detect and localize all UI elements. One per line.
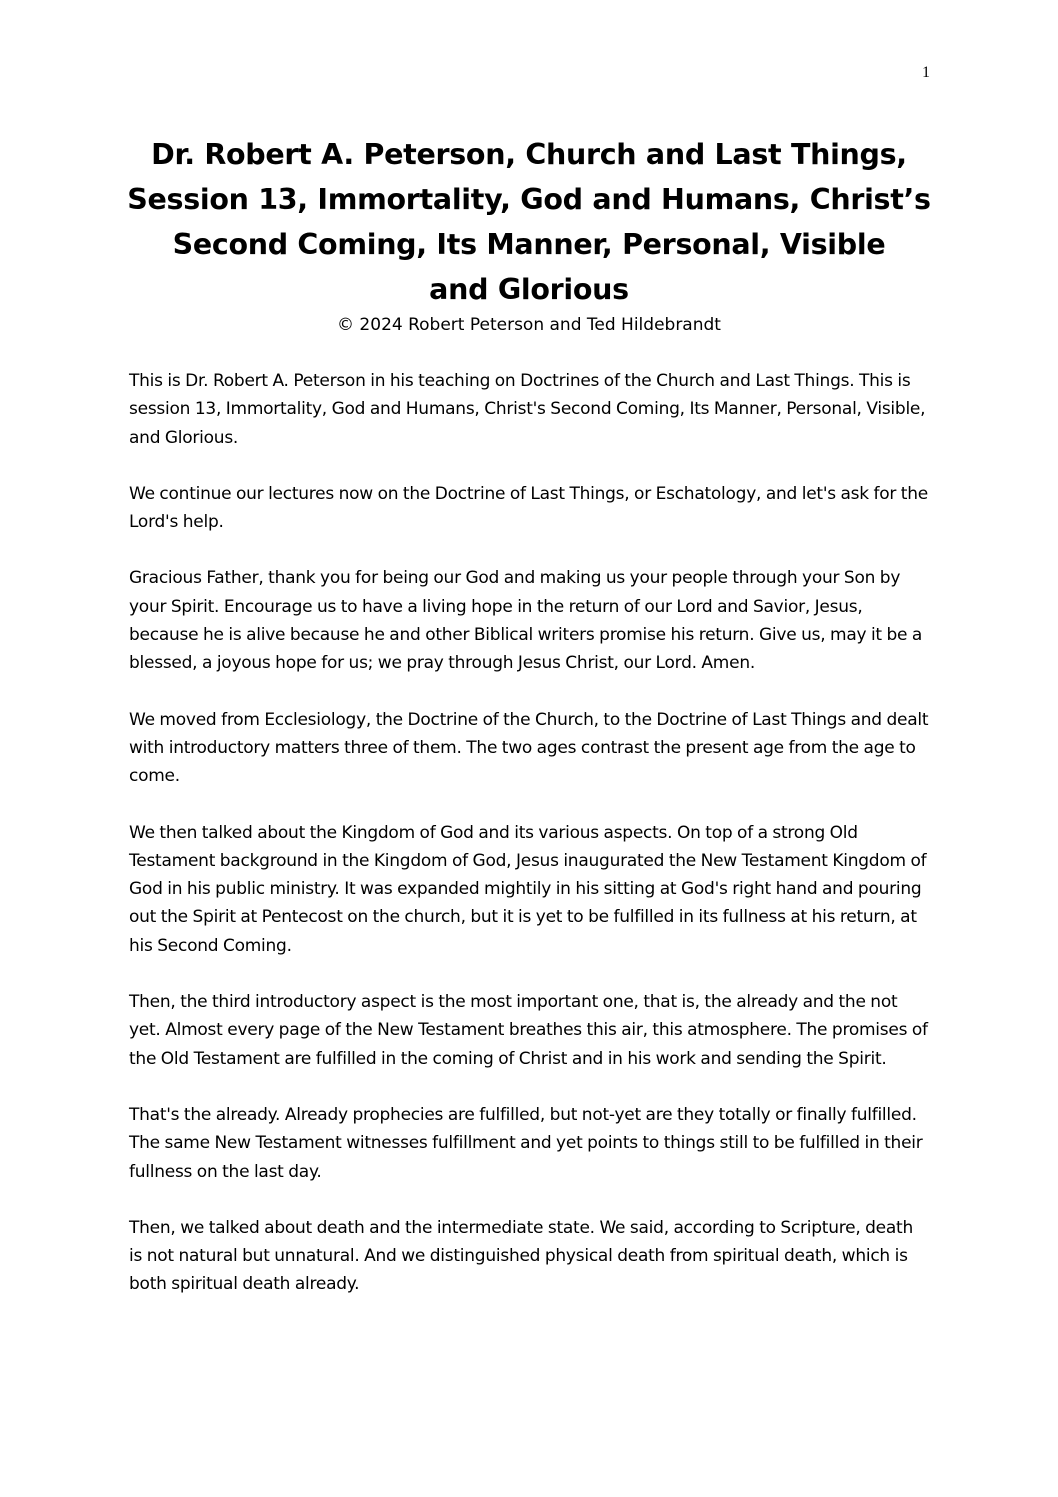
- paragraph: Then, the third introductory aspect is the most important one, that is, the already and the not yet. Almost every page of the New Testament breathes this air, this atmosphere. The promises of the Old Testament are fulfilled in the coming of Christ and in his work and sending the Spirit.: [129, 992, 928, 1069]
- page-number: 1: [922, 64, 930, 81]
- document-header: [100, 132, 958, 338]
- document-title: [100, 132, 958, 312]
- paragraph: That's the already. Already prophecies are fulfilled, but not-yet are they totally or finally fulfilled. The same New Testament witnesses fulfillment and yet points to things still to be fulfilled in their fullness on the last day.: [129, 1104, 923, 1182]
- paragraph: We continue our lectures now on the Doctrine of Last Things, or Eschatology, and let's ask for the Lord's help.: [129, 483, 928, 533]
- title-line: Session 13, Immortality, God and Humans, Christ’s: [127, 183, 931, 216]
- paragraph: Gracious Father, thank you for being our God and making us your people through your Son by your Spirit. Encourage us to have a living hope in the return of our Lord and Savior, Jesus, because he is alive because he and other Biblical writers promise his return. Give us, may it be a blessed, a joyous hope for us; we pray through Jesus Christ, our Lord. Amen.: [129, 568, 923, 674]
- title-line: Dr. Robert A. Peterson, Church and Last Things,: [151, 138, 907, 171]
- copyright-notice: © 2024 Robert Peterson and Ted Hildebrandt: [337, 315, 721, 335]
- paragraph: This is Dr. Robert A. Peterson in his teaching on Doctrines of the Church and Last Things. This is session 13, Immortality, God and Humans, Christ's Second Coming, Its Manner, Personal, Visible, and Glorious.: [129, 371, 926, 448]
- paragraph: Then, we talked about death and the intermediate state. We said, according to Scripture, death is not natural but unnatural. And we distinguished physical death from spiritual death, which is both spiritual death already.: [129, 1217, 913, 1295]
- paragraph: We moved from Ecclesiology, the Doctrine of the Church, to the Doctrine of Last Things and dealt with introductory matters three of them. The two ages contrast the present age from the age to come.: [129, 709, 929, 787]
- document-body: [129, 367, 929, 1327]
- title-line: and Glorious: [429, 273, 629, 306]
- title-line: Second Coming, Its Manner, Personal, Visible: [172, 228, 886, 261]
- paragraph: We then talked about the Kingdom of God and its various aspects. On top of a strong Old Testament background in the Kingdom of God, Jesus inaugurated the New Testament Kingdom of God in his public ministry. It was expanded mightily in his sitting at God's right hand and pouring out the Spirit at Pentecost on the church, but it is yet to be fulfilled in its fullness at his return, at his Second Coming.: [129, 822, 927, 956]
